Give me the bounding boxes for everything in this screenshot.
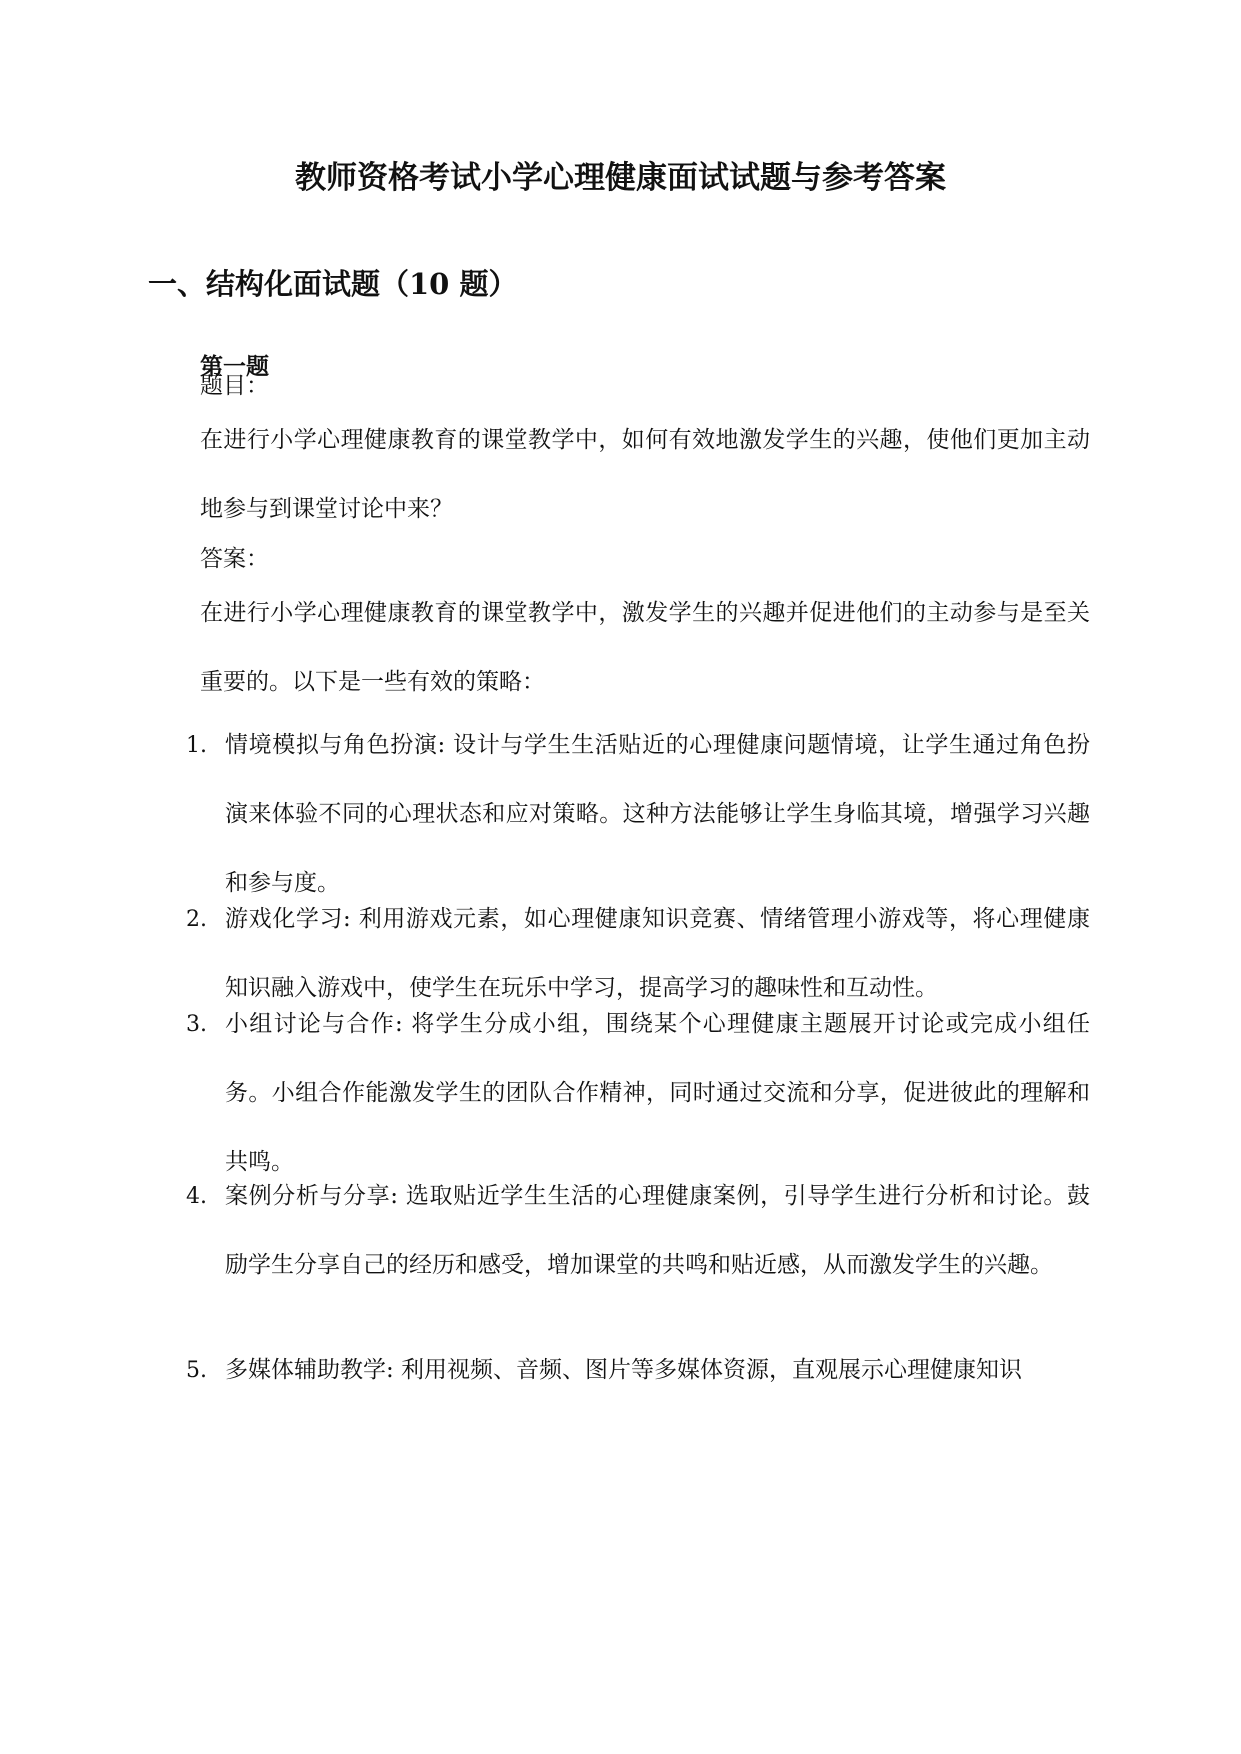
question-text: 在进行小学心理健康教育的课堂教学中，如何有效地激发学生的兴趣，使他们更加主动地参与到课堂讨论中来？ — [200, 427, 1090, 522]
list-number: 2. — [186, 907, 207, 932]
strategy-item-5 — [186, 1336, 1090, 1405]
strategy-text — [225, 1162, 1090, 1300]
strategy-lead: 游戏化学习: — [225, 906, 351, 932]
answer-intro: 在进行小学心理健康教育的课堂教学中，激发学生的兴趣并促进他们的主动参与是至关重要的。以下是一些有效的策略： — [200, 600, 1090, 695]
question-heading: 第一题 — [200, 353, 269, 380]
list-number: 1. — [186, 733, 207, 758]
question-label: 题目： — [200, 373, 269, 399]
document-title: 教师资格考试小学心理健康面试试题与参考答案 — [295, 160, 946, 196]
list-number: 3. — [186, 1012, 207, 1037]
section-heading: 一、结构化面试题（10 题） — [148, 267, 518, 301]
strategy-body: 利用视频、音频、图片等多媒体资源，直观展示心理健康知识 — [393, 1357, 1023, 1383]
list-number: 5. — [186, 1358, 207, 1383]
list-number: 4. — [186, 1184, 207, 1209]
answer-label: 答案： — [200, 546, 269, 572]
strategy-lead: 案例分析与分享: — [225, 1183, 399, 1209]
strategy-body: 选取贴近学生生活的心理健康案例，引导学生进行分析和讨论。鼓励学生分享自己的经历和感受，增加课堂的共鸣和贴近感，从而激发学生的兴趣。 — [225, 1183, 1090, 1278]
strategy-text — [225, 1336, 1090, 1405]
strategy-body: 设计与学生生活贴近的心理健康问题情境，让学生通过角色扮演来体验不同的心理状态和应对策略。这种方法能够让学生身临其境，增强学习兴趣和参与度。 — [225, 732, 1090, 896]
strategy-lead: 小组讨论与合作: — [225, 1011, 403, 1037]
strategy-lead: 情境模拟与角色扮演: — [225, 732, 446, 758]
strategy-lead: 多媒体辅助教学: — [225, 1357, 394, 1383]
strategy-body: 利用游戏元素，如心理健康知识竞赛、情绪管理小游戏等，将心理健康知识融入游戏中，使学生在玩乐中学习，提高学习的趣味性和互动性。 — [225, 906, 1090, 1001]
strategy-item-4 — [186, 1162, 1090, 1300]
strategy-body: 将学生分成小组，围绕某个心理健康主题展开讨论或完成小组任务。小组合作能激发学生的团队合作精神，同时通过交流和分享，促进彼此的理解和共鸣。 — [225, 1011, 1091, 1175]
